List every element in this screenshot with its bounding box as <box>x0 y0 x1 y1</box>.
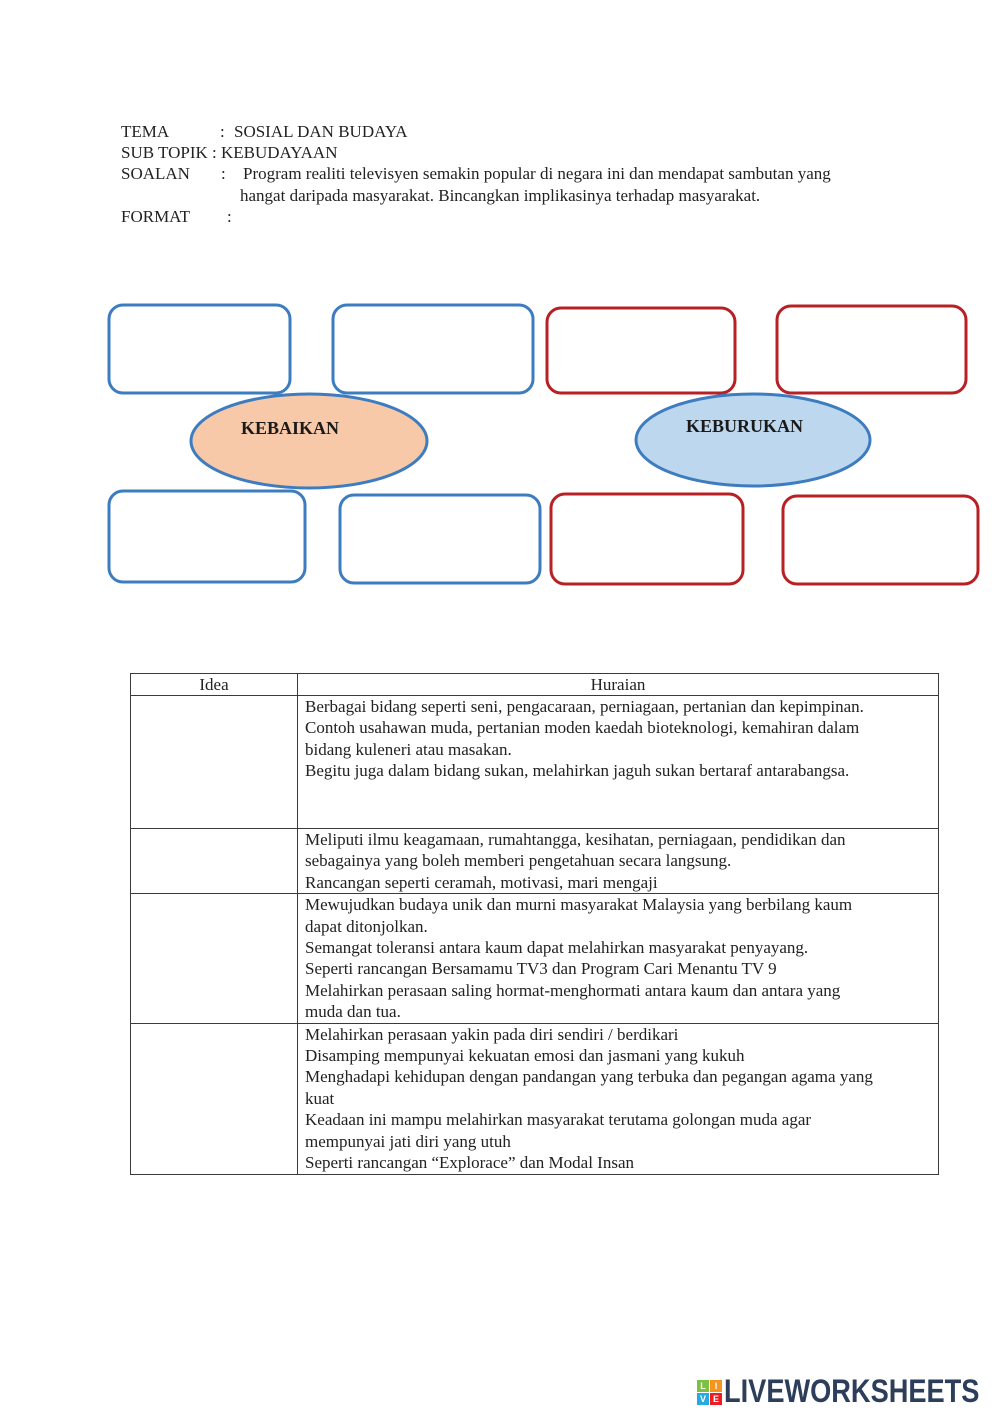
kebaikan-answer-box-1[interactable] <box>109 305 290 393</box>
table-row <box>131 696 939 829</box>
table-row <box>131 1023 939 1174</box>
huraian-line: dapat ditonjolkan. <box>305 916 428 936</box>
huraian-line: Disamping mempunyai kekuatan emosi dan jasmani yang kukuh <box>305 1046 745 1066</box>
format-label: FORMAT <box>121 207 190 226</box>
kebaikan-answer-box-3[interactable] <box>109 491 305 582</box>
liveworksheets-logo <box>697 1374 992 1408</box>
keburukan-answer-box-1[interactable] <box>547 308 735 393</box>
idea-answer-cell-4[interactable] <box>131 1023 298 1174</box>
logo-tile: E <box>710 1393 722 1405</box>
tema-colon: : <box>220 122 225 141</box>
format-colon: : <box>227 207 232 226</box>
idea-answer-cell-1[interactable] <box>131 696 298 829</box>
kebaikan-oval <box>191 394 427 488</box>
huraian-line: Contoh usahawan muda, pertanian moden kaedah bioteknologi, kemahiran dalam <box>305 718 860 738</box>
logo-tile: V <box>697 1393 709 1405</box>
huraian-line: Meliputi ilmu keagamaan, rumahtangga, kesihatan, perniagaan, pendidikan dan <box>305 830 846 849</box>
keburukan-answer-box-4[interactable] <box>783 496 978 584</box>
soalan-colon: : <box>221 164 226 183</box>
idea-answer-cell-3[interactable] <box>131 894 298 1023</box>
logo-tile: I <box>710 1380 722 1392</box>
huraian-line: Menghadapi kehidupan dengan pandangan yang terbuka dan pegangan agama yang <box>305 1067 873 1087</box>
huraian-line: Seperti rancangan “Explorace” dan Modal Insan <box>305 1153 634 1173</box>
table-header-row <box>131 674 939 696</box>
huraian-line: Begitu juga dalam bidang sukan, melahirkan jaguh sukan bertaraf antarabangsa. <box>305 761 850 781</box>
huraian-cell-1 <box>298 696 939 829</box>
huraian-cell-2 <box>298 829 939 894</box>
liveworksheets-logo-text: LIVEWORKSHEETS <box>724 1373 980 1409</box>
soalan-text-line2: hangat daripada masyarakat. Bincangkan implikasinya terhadap masyarakat. <box>240 186 761 205</box>
huraian-cell-4 <box>298 1023 939 1174</box>
huraian-line: Berbagai bidang seperti seni, pengacaraan, perniagaan, pertanian dan kepimpinan. <box>305 697 864 716</box>
huraian-line: Mewujudkan budaya unik dan murni masyarakat Malaysia yang berbilang kaum <box>305 895 853 915</box>
kebaikan-answer-box-4[interactable] <box>340 495 540 583</box>
huraian-line: kuat <box>305 1088 335 1108</box>
column-header-huraian: Huraian <box>298 674 939 696</box>
logo-tile: L <box>697 1380 709 1392</box>
huraian-line: Seperti rancangan Bersamamu TV3 dan Program Cari Menantu TV 9 <box>305 959 777 979</box>
idea-diagram <box>0 290 1000 600</box>
huraian-line: bidang kuleneri atau masakan. <box>305 739 512 759</box>
idea-huraian-table <box>130 673 939 1175</box>
tema-value: SOSIAL DAN BUDAYA <box>234 122 408 141</box>
keburukan-label: KEBURUKAN <box>686 416 804 436</box>
keburukan-answer-box-2[interactable] <box>777 306 966 393</box>
huraian-line: Melahirkan perasaan yakin pada diri sendiri / berdikari <box>305 1024 679 1044</box>
tema-label: TEMA <box>121 122 170 141</box>
huraian-line: muda dan tua. <box>305 1002 401 1022</box>
column-header-idea: Idea <box>131 674 298 696</box>
huraian-line: Melahirkan perasaan saling hormat-menghormati antara kaum dan antara yang <box>305 980 841 1000</box>
table-row <box>131 829 939 894</box>
soalan-label: SOALAN <box>121 164 190 183</box>
liveworksheets-logo-icon <box>697 1380 722 1405</box>
huraian-line: Keadaan ini mampu melahirkan masyarakat terutama golongan muda agar <box>305 1110 812 1130</box>
keburukan-oval <box>636 394 870 486</box>
kebaikan-answer-box-2[interactable] <box>333 305 533 393</box>
subtopik-line: SUB TOPIK : KEBUDAYAAN <box>121 143 338 162</box>
huraian-cell-3 <box>298 894 939 1023</box>
huraian-line: mempunyai jati diri yang utuh <box>305 1131 511 1151</box>
huraian-line: Rancangan seperti ceramah, motivasi, mari mengaji <box>305 872 658 892</box>
keburukan-answer-box-3[interactable] <box>551 494 743 584</box>
huraian-line: sebagainya yang boleh memberi pengetahuan secara langsung. <box>305 851 732 871</box>
huraian-line: Semangat toleransi antara kaum dapat melahirkan masyarakat penyayang. <box>305 938 809 958</box>
kebaikan-label: KEBAIKAN <box>241 418 340 438</box>
idea-answer-cell-2[interactable] <box>131 829 298 894</box>
table-row <box>131 894 939 1023</box>
soalan-text-line1: Program realiti televisyen semakin popular di negara ini dan mendapat sambutan yang <box>243 164 831 183</box>
